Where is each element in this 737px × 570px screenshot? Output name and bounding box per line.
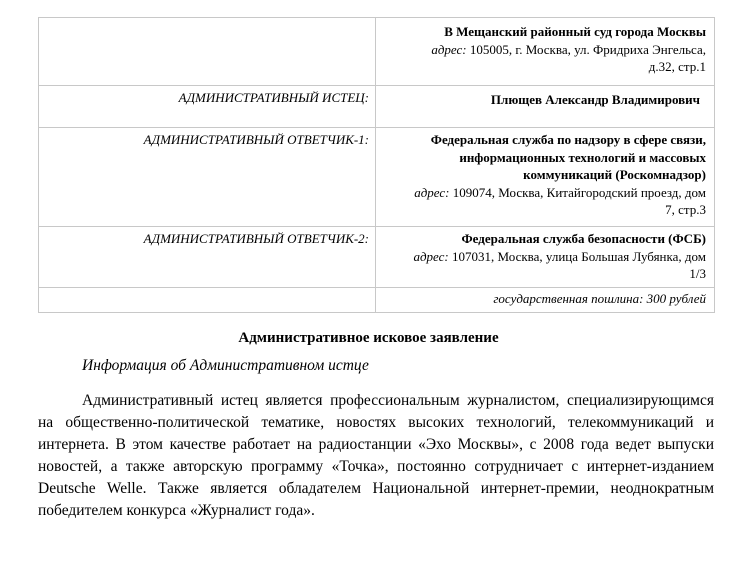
- defendant1-cell: [376, 128, 715, 227]
- defendant1-row: [39, 128, 715, 227]
- court-row: [39, 18, 715, 86]
- section-subtitle: Информация об Административном истце: [82, 357, 369, 374]
- defendant1-label-cell: [39, 128, 376, 227]
- court-address: 105005, г. Москва, ул. Фридриха Энгельса, д.32, стр.1: [469, 41, 706, 74]
- header-table: [38, 17, 715, 313]
- fee-cell: [376, 287, 715, 312]
- defendant2-label: АДМИНИСТРАТИВНЫЙ ОТВЕТЧИК-2:: [143, 231, 369, 246]
- court-cell: [376, 18, 715, 86]
- defendant2-cell: [376, 227, 715, 288]
- defendant1-name: Федеральная служба по надзору в сфере связи, информационных технологий и массовых коммуникаций (Роскомнадзор): [430, 132, 706, 182]
- plaintiff-label-cell: [39, 86, 376, 128]
- defendant2-address-label: адрес:: [413, 248, 449, 264]
- plaintiff-label: АДМИНИСТРАТИВНЫЙ ИСТЕЦ:: [178, 90, 369, 105]
- defendant1-label: АДМИНИСТРАТИВНЫЙ ОТВЕТЧИК-1:: [143, 132, 369, 147]
- plaintiff-row: [39, 86, 715, 128]
- defendant1-address: 109074, Москва, Китайгородский проезд, дом 7, стр.3: [452, 184, 706, 217]
- fee-label-cell: [39, 287, 376, 312]
- court-label-cell: [39, 18, 376, 86]
- defendant1-address-label: адрес:: [414, 184, 450, 200]
- plaintiff-cell: [376, 86, 715, 128]
- defendant2-address: 107031, Москва, улица Большая Лубянка, дом 1/3: [452, 248, 706, 281]
- plaintiff-name: Плющев Александр Владимирович: [490, 92, 700, 107]
- plaintiff-info-paragraph: Административный истец является профессиональным журналистом, специализирующимся на общественно-политической тематике, новостях высоких технологий, телекоммуникаций и интернета. В этом качестве работает на радиостанции «Эхо Москвы», с 2008 года ведет выпуски новостей, а также авторскую программу «Точка», постоянно сотрудничает с интернет-изданием Deutsche Welle. Также является обладателем Национальной интернет-премии, неоднократным победителем конкурса «Журналист года».: [38, 392, 714, 519]
- court-address-label: адрес:: [431, 41, 467, 57]
- defendant2-row: [39, 227, 715, 288]
- defendant2-name: Федеральная служба безопасности (ФСБ): [461, 231, 706, 246]
- fee-row: [39, 287, 715, 312]
- document-title: Административное исковое заявление: [238, 330, 499, 346]
- court-name: В Мещанский районный суд города Москвы: [444, 24, 706, 39]
- state-fee: государственная пошлина: 300 рублей: [493, 290, 706, 306]
- defendant2-label-cell: [39, 227, 376, 288]
